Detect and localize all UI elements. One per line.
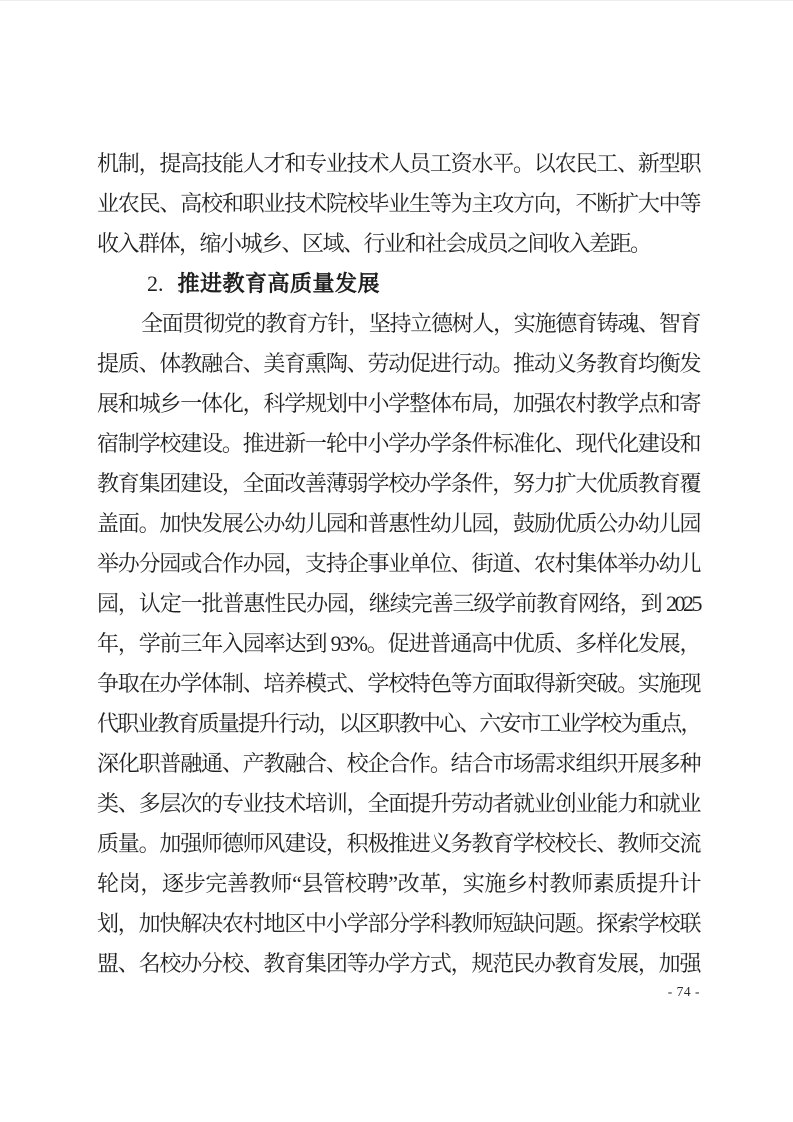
body-line: 划，加快解决农村地区中小学部分学科教师短缺问题。探索学校联 [97,911,700,936]
body-line: 全面贯彻党的教育方针，坚持立德树人，实施德育铸魂、智育 [141,311,700,336]
body-line: 收入群体，缩小城乡、区域、行业和社会成员之间收入差距。 [97,231,651,256]
section-heading [97,264,700,304]
body-line: 代职业教育质量提升行动，以区职教中心、六安市工业学校为重点， [97,711,700,736]
body-line: 质量。加强师德师风建设，积极推进义务教育学校校长、教师交流 [97,831,700,856]
body-line: 盖面。加快发展公办幼儿园和普惠性幼儿园，鼓励优质公办幼儿园 [97,511,700,536]
body-line: 深化职普融通、产教融合、校企合作。结合市场需求组织开展多种 [97,751,700,776]
body-line: 争取在办学体制、培养模式、学校特色等方面取得新突破。实施现 [97,671,700,696]
body-line: 盟、名校办分校、教育集团等办学方式，规范民办教育发展，加强 [97,951,700,976]
body-line: 提质、体教融合、美育熏陶、劳动促进行动。推动义务教育均衡发 [97,351,700,376]
text-block [97,144,700,984]
body-line: 举办分园或合作办园，支持企事业单位、街道、农村集体举办幼儿 [97,551,700,576]
body-line: 轮岗，逐步完善教师“县管校聘”改革，实施乡村教师素质提升计 [97,871,700,896]
page-number: - 74 - [667,984,700,999]
body-line: 业农民、高校和职业技术院校毕业生等为主攻方向，不断扩大中等 [97,191,700,216]
body-line: 教育集团建设，全面改善薄弱学校办学条件，努力扩大优质教育覆 [97,471,700,496]
body-line: 宿制学校建设。推进新一轮中小学办学条件标准化、现代化建设和 [97,431,700,456]
body-line: 类、多层次的专业技术培训，全面提升劳动者就业创业能力和就业 [97,791,700,816]
body-line: 机制，提高技能人才和专业技术人员工资水平。以农民工、新型职 [97,151,700,176]
body-line: 年，学前三年入园率达到 93%。促进普通高中优质、多样化发展， [97,631,700,656]
page-edge-shadow [0,0,793,1]
body-line: 园，认定一批普惠性民办园，继续完善三级学前教育网络，到 2025 [97,591,700,616]
body-line: 展和城乡一体化，科学规划中小学整体布局，加强农村教学点和寄 [97,391,700,416]
section-heading-title: 推进教育高质量发展 [177,271,381,296]
section-heading-number: 2. [147,271,164,296]
